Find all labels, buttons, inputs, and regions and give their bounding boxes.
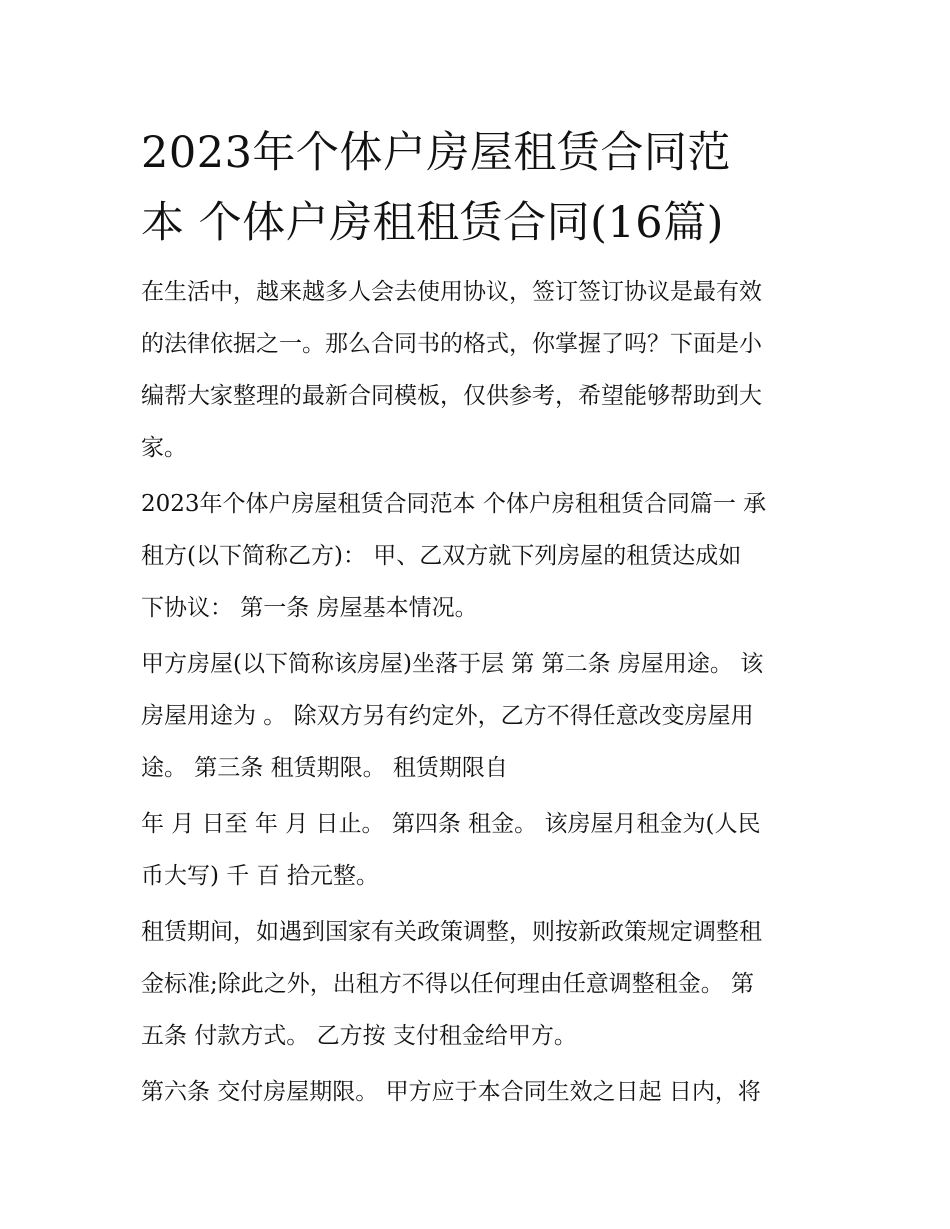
text-line: 家。 — [141, 435, 187, 461]
text-line: 金标准;除此之外，出租方不得以任何理由任意调整租金。 第 — [141, 971, 755, 997]
title-line: 本 个体户房租租赁合同(16篇) — [141, 198, 724, 248]
document-content — [141, 118, 813, 1122]
text-line: 编帮大家整理的最新合同模板，仅供参考，希望能够帮助到大 — [141, 383, 762, 409]
text-line: 房屋用途为 。 除双方另有约定外，乙方不得任意改变房屋用 — [141, 703, 754, 729]
text-line: 甲方房屋(以下简称该房屋)坐落于层 第 第二条 房屋用途。 该 — [141, 651, 764, 677]
delivery-paragraph — [141, 1066, 813, 1118]
contract-heading-paragraph — [141, 478, 813, 634]
rent-term-paragraph — [141, 798, 813, 902]
text-line: 在生活中，越来越多人会去使用协议，签订签订协议是最有效 — [141, 279, 762, 305]
text-line: 五条 付款方式。 乙方按 支付租金给甲方。 — [141, 1023, 577, 1049]
text-line: 2023年个体户房屋租赁合同范本 个体户房租租赁合同篇一 承 — [141, 491, 767, 517]
text-line: 下协议： 第一条 房屋基本情况。 — [141, 595, 478, 621]
title-line: 2023年个体户房屋租赁合同范 — [141, 128, 731, 178]
text-line: 币大写) 千 百 拾元整。 — [141, 863, 379, 889]
text-line: 的法律依据之一。那么合同书的格式，你掌握了吗？下面是小 — [141, 331, 762, 357]
intro-paragraph — [141, 266, 813, 474]
rent-adjustment-paragraph — [141, 906, 813, 1062]
text-line: 第六条 交付房屋期限。 甲方应于本合同生效之日起 日内，将 — [141, 1079, 761, 1105]
text-line: 途。 第三条 租赁期限。 租赁期限自 — [141, 755, 508, 781]
document-title — [141, 118, 813, 258]
text-line: 租方(以下简称乙方)： 甲、乙双方就下列房屋的租赁达成如 — [141, 543, 742, 569]
house-location-paragraph — [141, 638, 813, 794]
text-line: 年 月 日至 年 月 日止。 第四条 租金。 该房屋月租金为(人民 — [141, 811, 761, 837]
text-line: 租赁期间，如遇到国家有关政策调整，则按新政策规定调整租 — [141, 919, 762, 945]
